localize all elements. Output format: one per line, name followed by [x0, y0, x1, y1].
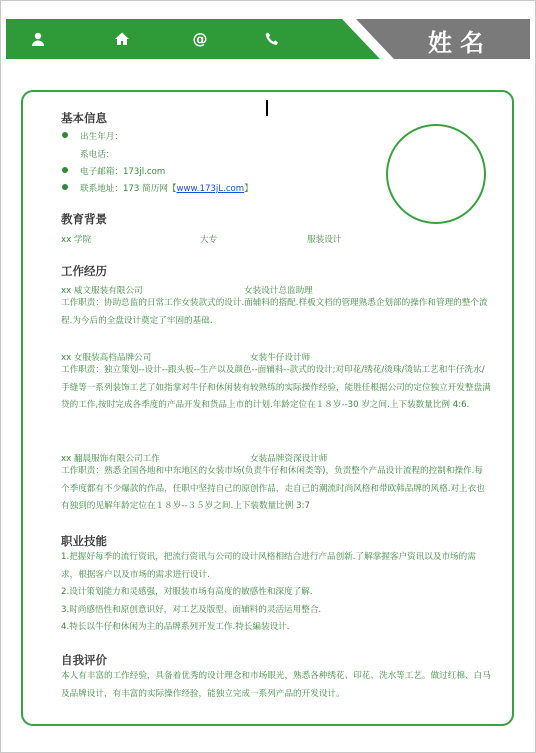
section-title-work: 工作经历 [61, 264, 107, 278]
section-title-self: 自我评价 [61, 653, 107, 667]
phone-icon [262, 28, 282, 50]
job-company: xx 翻晨服饰有限公司工作 [61, 454, 160, 464]
education-major: 服装设计 [307, 235, 342, 245]
bullet-dot [62, 167, 68, 173]
job-company: xx 女服装高档品牌公司 [61, 353, 152, 363]
section-title-basic: 基本信息 [61, 111, 107, 125]
skill-item: 3.时尚感悟性和原创意识好，对工艺及版型、面辅料的灵活运用整合. [61, 604, 322, 615]
photo-placeholder [386, 124, 486, 224]
job-company: xx 威文服装有限公司 [61, 286, 143, 296]
job-duty: 工作职责：熟悉全国各地和中东地区的女装市场(负责牛仔和休闲类等)，负责整个产品设计流程的控制和操作.每个季度都有不少爆款的作品，任职中坚持自己的原创作品，走自己的潮流时尚风格和带欧韩品牌的风格.对上衣也有独到的见解年龄定位在１８岁--３５岁之间.上下装数量比例 3:7 [61, 466, 485, 511]
address-suffix: 】 [244, 184, 253, 194]
job-duty: 工作职责：协助总监的日常工作女装款式的设计.面辅料的搭配.样板文档的管理熟悉企划部的操作和管理的整个流程.为今后的全盘设计奠定了牢固的基础. [61, 298, 488, 326]
section-title-education: 教育背景 [61, 212, 107, 226]
birth-field: 出生年月： [80, 132, 123, 142]
address-prefix: 联系地址：173 简历网【 [80, 184, 177, 194]
job-position: 女装设计总监助理 [244, 286, 313, 296]
header-bar [6, 19, 530, 59]
phone-field: 系电话： [80, 150, 115, 160]
home-icon [112, 28, 132, 50]
self-evaluation-text: 本人有丰富的工作经验，具备着优秀的设计理念和市场眼光，熟悉各种绣花、印花、洗水等工艺。做过红棉、白马及品牌设计，有丰富的实际操作经验，能独立完成一系列产品的开发设计。 [61, 671, 491, 699]
skill-item: 2.设计策划能力和灵感强，对服装市场有高度的敏感性和深度了解. [61, 587, 313, 597]
resume-name-title: 姓名 [428, 29, 492, 57]
education-school: xx 学院 [61, 235, 92, 245]
user-icon [28, 28, 48, 50]
svg-text:@: @ [192, 31, 208, 47]
skills-list [61, 549, 491, 637]
bullet-dot [62, 132, 68, 138]
address-field [80, 182, 253, 194]
job-position: 女装牛仔设计师 [250, 353, 311, 363]
education-degree: 大专 [200, 235, 218, 245]
skill-item: 1.把握好每季的流行资讯，把流行资讯与公司的设计风格相结合进行产品创新.了解掌握客户资讯以及市场的需求，根据客户以及市场的需求进行设计. [61, 552, 476, 580]
bullet-dot [62, 184, 68, 190]
job-duty: 工作职责：独立策划--设计--跟头板--生产以及颜色--面辅料--款式的设计;对印花/绣花/烫珠/烫钻工艺和牛仔洗水/手缝等一系列装饰工艺了如指掌对牛仔和休闲装有较熟练的实际操作经验，能胜任根据公司的定位独立开发整盘满贷的工作,按时完成各季度的产品开发和货品上市的计划.年龄定位在１８岁--30 岁之间.上下装数量比例 4:6. [61, 365, 491, 410]
section-title-skills: 职业技能 [61, 534, 107, 548]
email-field: 电子邮箱：173jl.com [80, 167, 166, 177]
skill-item: 4.特长以牛仔和休闲为主的品牌系列开发工作.特长編装设计． [61, 622, 296, 632]
at-icon [190, 28, 210, 50]
website-link[interactable]: www.173jL.com [176, 184, 245, 194]
text-cursor [266, 100, 268, 116]
job-position: 女装品牌资深设计师 [250, 454, 328, 464]
